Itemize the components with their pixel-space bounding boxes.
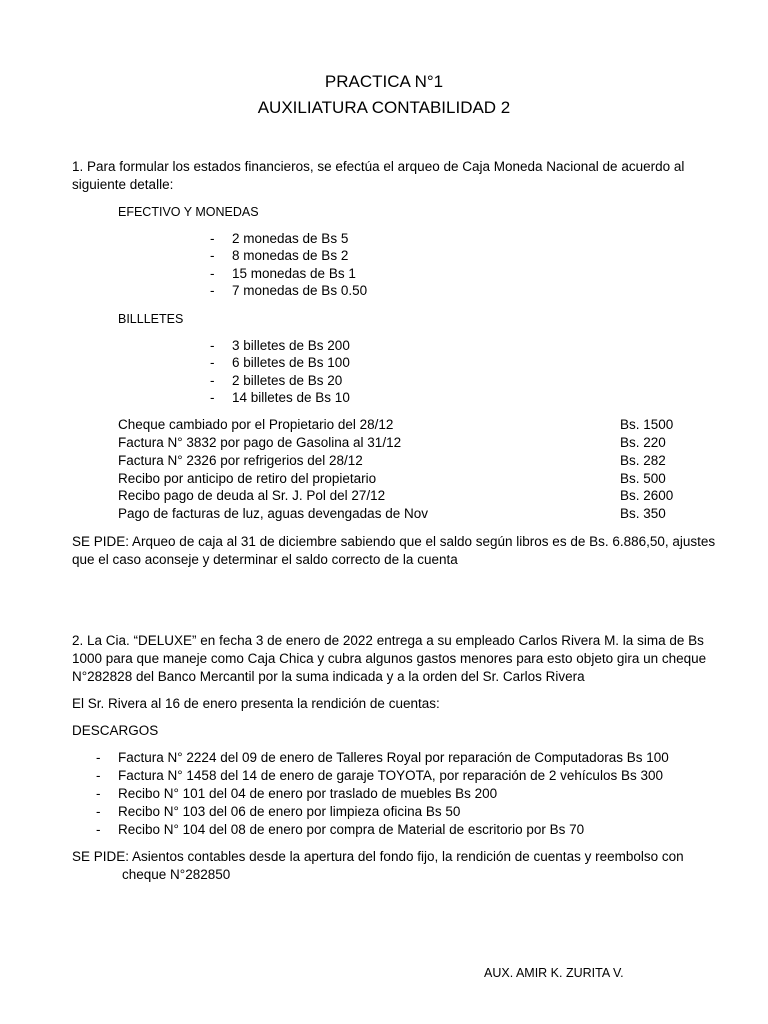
discharge-item: - Recibo N° 103 del 06 de enero por limpieza oficina Bs 50 xyxy=(96,804,461,819)
page-title: PRACTICA N°1 xyxy=(324,72,444,91)
discharge-item: - Factura N° 1458 del 14 de enero de garaje TOYOTA, por reparación de 2 vehículos Bs 300 xyxy=(96,768,663,783)
ex2-rendition: El Sr. Rivera al 16 de enero presenta la rendición de cuentas: xyxy=(72,696,440,711)
discharge-item: - Factura N° 2224 del 09 de enero de Talleres Royal por reparación de Computadoras Bs 100 xyxy=(96,750,669,765)
ex2-intro-line2: 1000 para que maneje como Caja Chica y cubra algunos gastos menores para esto objeto gira un cheque xyxy=(72,651,707,666)
coins-heading: EFECTIVO Y MONEDAS xyxy=(118,205,259,219)
bill-item: - 2 billetes de Bs 20 xyxy=(210,373,343,388)
discharges-heading: DESCARGOS xyxy=(72,723,159,738)
bill-item: - 14 billetes de Bs 10 xyxy=(210,390,350,405)
bill-item: - 6 billetes de Bs 100 xyxy=(210,355,350,370)
ex2-task-line1: SE PIDE: Asientos contables desde la apertura del fondo fijo, la rendición de cuentas y reembolso con xyxy=(72,849,684,864)
discharge-item: - Recibo N° 101 del 04 de enero por traslado de muebles Bs 200 xyxy=(96,786,498,801)
voucher-row: Factura N° 2326 por refrigerios del 28/12 Bs. 282 xyxy=(118,453,666,468)
ex1-task-line2: que el caso aconseje y determinar el saldo correcto de la cuenta xyxy=(72,552,458,567)
voucher-row: Recibo pago de deuda al Sr. J. Pol del 27/12 Bs. 2600 xyxy=(118,488,674,503)
discharge-item: - Recibo N° 104 del 08 de enero por compra de Material de escritorio por Bs 70 xyxy=(96,822,585,837)
bill-item: - 3 billetes de Bs 200 xyxy=(210,338,350,353)
coin-item: - 2 monedas de Bs 5 xyxy=(210,231,349,246)
coin-item: - 15 monedas de Bs 1 xyxy=(210,266,356,281)
ex2-intro-line3: N°282828 del Banco Mercantil por la suma indicada y a la orden del Sr. Carlos Rivera xyxy=(72,669,585,684)
ex2-intro-line1: 2. La Cia. “DELUXE” en fecha 3 de enero de 2022 entrega a su empleado Carlos Rivera M. la sima de Bs xyxy=(72,633,704,648)
author-signature: AUX. AMIR K. ZURITA V. xyxy=(484,966,624,980)
coin-item: - 7 monedas de Bs 0.50 xyxy=(210,283,368,298)
ex1-intro-line2: siguiente detalle: xyxy=(72,177,174,192)
ex2-task-line2: cheque N°282850 xyxy=(122,867,231,882)
voucher-row: Factura N° 3832 por pago de Gasolina al 31/12 Bs. 220 xyxy=(118,435,666,450)
voucher-row: Pago de facturas de luz, aguas devengadas de Nov Bs. 350 xyxy=(118,506,666,521)
voucher-row: Recibo por anticipo de retiro del propietario Bs. 500 xyxy=(118,471,666,486)
ex1-task-line1: SE PIDE: Arqueo de caja al 31 de diciembre sabiendo que el saldo según libros es de Bs. 6.886,50, ajustes xyxy=(72,534,716,549)
coin-item: - 8 monedas de Bs 2 xyxy=(210,248,349,263)
ex1-intro-line1: 1. Para formular los estados financieros, se efectúa el arqueo de Caja Moneda Nacional de acuerdo al xyxy=(72,159,685,174)
page-subtitle: AUXILIATURA CONTABILIDAD 2 xyxy=(257,98,511,117)
bills-heading: BILLLETES xyxy=(118,312,184,326)
voucher-row: Cheque cambiado por el Propietario del 28/12 Bs. 1500 xyxy=(118,417,674,432)
